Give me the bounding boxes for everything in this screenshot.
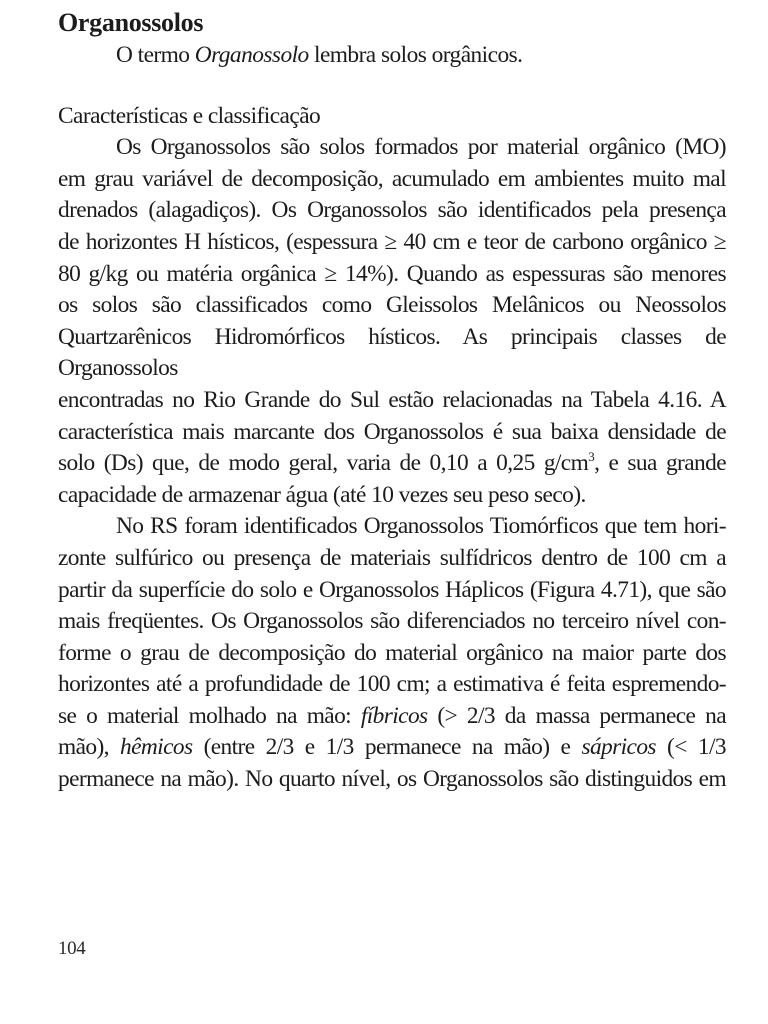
paragraph-characteristics [58,132,726,511]
hemicos-term: hêmicos [120,734,193,761]
paragraph-line: Quartzarênicos Hidromórficos hísticos. As principais classes de Organossolos [58,323,726,382]
paragraph-line: encontradas no Rio Grande do Sul estão relacionadas na Tabela 4.16. A [58,386,726,413]
intro-term: Organossolo [194,42,309,68]
paragraph-line-density [58,448,726,480]
fibricos-after: (> 2/3 da massa permanece na [427,702,726,729]
paragraph-line: em grau variável de decomposição, acumulado em ambientes muito mal [58,165,726,192]
paragraph-line: de horizontes H hísticos, (espessura ≥ 40 cm e teor de carbono orgânico ≥ [58,228,726,255]
paragraph-line: mais freqüentes. Os Organossolos são diferenciados no terceiro nível con- [58,608,726,635]
density-text: solo (Ds) que, de modo geral, varia de 0,10 a 0,25 g/cm [58,450,589,477]
paragraph-line: os solos são classificados como Gleissolos Melânicos ou Neossolos [58,292,726,319]
intro-line [58,40,726,72]
sapricos-after: (< 1/3 [655,734,727,761]
page-number: 104 [58,938,86,959]
paragraph-line-last: permanece na mão). No quarto nível, os Organossolos são distinguidos em [58,766,726,793]
intro-after: lembra solos orgânicos. [308,42,523,68]
sapricos-term: sápricos [581,734,656,761]
paragraph-line: horizontes até a profundidade de 100 cm; a estimativa é feita espremendo- [58,671,726,698]
section-title: Organossolos [58,8,204,37]
paragraph-line-fibricos [58,701,726,733]
spacer [58,72,726,101]
paragraph-line-last: capacidade de armazenar água (até 10 vezes seu peso seco). [58,481,586,508]
document-page [58,6,726,1016]
hemicos-middle: (entre 2/3 e 1/3 permanece na mão) e [192,734,582,761]
cubic-superscript: 3 [588,449,595,465]
paragraph-line: partir da superfície do solo e Organossolos Háplicos (Figura 4.71), que são [58,576,726,603]
paragraph-line: zonte sulfúrico ou presença de materiais sulfídricos dentro de 100 cm a [58,544,726,571]
paragraph-line: 80 g/kg ou matéria orgânica ≥ 14%). Quando as espessuras são menores [58,260,726,287]
fibricos-before: se o material molhado na mão: [58,702,361,729]
fibricos-term: fíbricos [360,702,428,729]
paragraph-line: característica mais marcante dos Organossolos é sua baixa densidade de [58,418,726,445]
density-text-after: , e sua grande [594,450,726,477]
paragraph-line: drenados (alagadiços). Os Organossolos são identificados pela presença [58,197,726,224]
intro-before: O termo [116,42,195,68]
hemicos-before: mão), [58,734,121,761]
paragraph-line-hemicos [58,732,726,764]
paragraph-line: Os Organossolos são solos formados por material orgânico (MO) [116,134,726,161]
paragraph-classification [58,511,726,795]
paragraph-line: forme o grau de decomposição do material orgânico na maior parte dos [58,639,726,666]
subsection-title: Características e classificação [58,102,321,129]
paragraph-line: No RS foram identificados Organossolos Tiomórficos que tem hori- [116,513,726,540]
